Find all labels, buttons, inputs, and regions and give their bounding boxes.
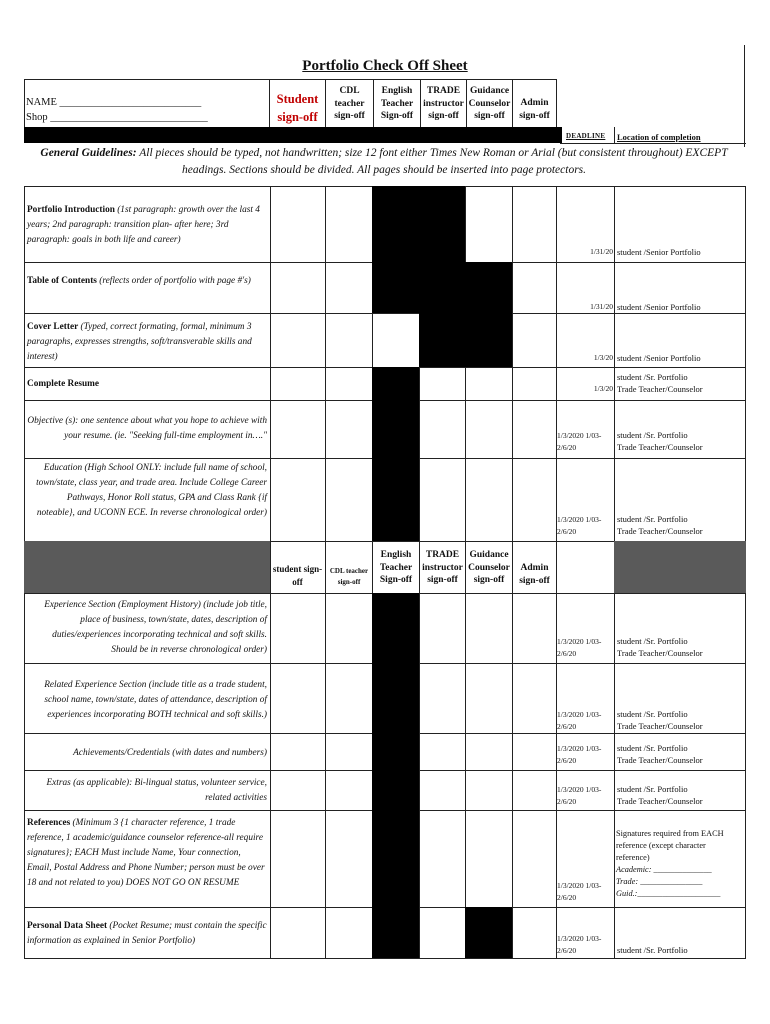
row-references: References (Minimum 3 {1 character reference, 1 trade reference, 1 academic/guidance counselor reference-all require signatures}; EACH Must include Name, Your connection, Email, Postal Address and Phone Number; person must be over 18 and not related to you) DOES NOT GO ON RESUME — [27, 818, 265, 888]
deadline: 1/31/20 — [590, 302, 613, 311]
deadline: 1/31/20 — [590, 247, 613, 256]
deadline: 1/3/2020 1/03- 2/6/20 — [557, 515, 602, 536]
mid-student-signoff: student sign- off — [272, 564, 323, 587]
deadline: 1/3/2020 1/03- 2/6/20 — [557, 785, 602, 806]
header-top-rule — [24, 79, 556, 80]
blocked-cell — [372, 186, 419, 262]
blocked-cell — [372, 770, 419, 810]
row-related-experience: Related Experience Section (include title as a trade student, school name, town/state, dates of attendance, description of experiences incorporating BOTH technical and soft skills.) — [44, 680, 267, 720]
shop-field-label: Shop ______________________________ — [26, 112, 208, 123]
location: student /Senior Portfolio — [617, 302, 701, 312]
name-field-label: NAME ___________________________ — [26, 97, 202, 108]
blocked-cell — [465, 262, 512, 313]
blocked-cell — [372, 663, 419, 733]
row-personal-data-sheet: Personal Data Sheet (Pocket Resume; must contain the specific information as explained in Senior Portfolio) — [27, 921, 267, 946]
row-education: Education (High School ONLY: include full name of school, town/state, class year, and trade area. Include College Career Pathways, Honor Roll status, GPA and Class Rank {if noteable}, and UCONN ECE. In reverse chronological order) — [36, 463, 267, 518]
guidance-header: Guidance Counselor sign-off — [468, 86, 511, 121]
location: student /Sr. Portfolio Trade Teacher/Counselor — [617, 709, 703, 731]
location: Signatures required from EACH reference (except character reference) Academic: ______________ Trade: _______________ Guid.:____________________ — [616, 829, 724, 898]
header-divider — [614, 127, 615, 144]
blocked-cell — [372, 907, 419, 958]
trade-header: TRADE instructor sign-off — [423, 86, 464, 121]
blocked-cell — [419, 186, 465, 262]
admin-header: Admin sign-off — [519, 98, 550, 121]
english-header: English Teacher Sign-off — [380, 86, 414, 121]
mid-header-shade — [614, 541, 746, 593]
row-experience: Experience Section (Employment History) (include job title, place of business, town/state, dates, description of duties/experiences incorporating technical and soft skills. Should be in reverse chronological order) — [44, 600, 267, 655]
student-signoff-header: Student sign-off — [276, 92, 319, 124]
deadline: 1/3/2020 1/03- 2/6/20 — [557, 710, 602, 731]
mid-cdl-header: CDL teacher sign-off — [329, 567, 369, 586]
row-table-of-contents: Table of Contents (reflects order of portfolio with page #'s) — [27, 276, 251, 286]
row-objective: Objective (s): one sentence about what you hope to achieve with your resume. (ie. "Seeking full-time employment in…." — [27, 416, 267, 441]
location: student /Senior Portfolio — [617, 247, 701, 257]
mid-guidance-header: Guidance Counselor sign-off — [468, 550, 510, 585]
location: student /Sr. Portfolio Trade Teacher/Counselor — [617, 636, 703, 658]
blocked-cell — [372, 262, 419, 313]
deadline: 1/3/2020 1/03- 2/6/20 — [557, 637, 602, 658]
blocked-cell — [465, 313, 512, 367]
blocked-cell — [372, 400, 419, 458]
location: student /Sr. Portfolio Trade Teacher/Counselor — [617, 743, 703, 765]
location: student /Senior Portfolio — [617, 353, 701, 363]
deadline: 1/3/2020 1/03- 2/6/20 — [557, 431, 602, 452]
deadline: 1/3/2020 1/03- 2/6/20 — [557, 934, 602, 955]
deadline: 1/3/2020 1/03- 2/6/20 — [557, 881, 602, 902]
blocked-cell — [372, 593, 419, 663]
blocked-cell — [419, 313, 465, 367]
location: student /Sr. Portfolio Trade Teacher/Counselor — [617, 784, 703, 806]
mid-header-shade — [24, 541, 270, 593]
blocked-cell — [372, 810, 419, 907]
header-left-rule — [24, 79, 25, 127]
general-guidelines: General Guidelines: All pieces should be typed, not handwritten; size 12 font either Times New Roman or Arial (but consistent throughout) EXCEPT headings. Sections should be divided. All pages should be inserted into page protectors. — [40, 147, 728, 176]
location: student /Sr. Portfolio Trade Teacher/Counselor — [617, 372, 703, 394]
row-cover-letter: Cover Letter (Typed, correct formating, formal, minimum 3 paragraphs, expresses strengths, soft/transverable skills and interest) — [27, 322, 252, 362]
mid-admin-header: Admin sign-off — [519, 563, 550, 586]
deadline: 1/3/2020 1/03- 2/6/20 — [557, 744, 602, 765]
header-bottom-rule — [560, 143, 746, 144]
blocked-cell — [372, 733, 419, 770]
blocked-cell — [372, 458, 419, 541]
row-portfolio-introduction: Portfolio Introduction (1st paragraph: growth over the last 4 years; 2nd paragraph: transition plan- after here; 3rd paragraph: goals in both life and career) — [27, 205, 260, 245]
right-border — [744, 45, 745, 147]
deadline: 1/3/20 — [593, 384, 613, 393]
location: student /Sr. Portfolio Trade Teacher/Counselor — [617, 514, 703, 536]
location: student /Sr. Portfolio Trade Teacher/Counselor — [617, 430, 703, 452]
row-achievements: Achievements/Credentials (with dates and numbers) — [73, 748, 267, 758]
header-divider — [556, 79, 557, 127]
header-black-bar — [24, 127, 562, 143]
row-complete-resume: Complete Resume — [27, 379, 100, 389]
cdl-header: CDL teacher sign-off — [334, 86, 365, 121]
mid-trade-header: TRADE instructor sign-off — [422, 550, 463, 585]
blocked-cell — [372, 367, 419, 400]
deadline-label: DEADLINE — [566, 132, 606, 140]
mid-english-header: English Teacher Sign-off — [379, 550, 413, 585]
row-extras: Extras (as applicable): Bi-lingual status, volunteer service, related activities — [46, 778, 267, 803]
table-bottom-rule — [24, 958, 746, 959]
location-label: Location of completion — [617, 132, 701, 142]
location: student /Sr. Portfolio — [617, 945, 688, 955]
deadline: 1/3/20 — [593, 353, 613, 362]
row-rule — [24, 313, 746, 314]
blocked-cell — [465, 907, 512, 958]
blocked-cell — [419, 262, 465, 313]
page-title: Portfolio Check Off Sheet — [302, 58, 468, 74]
